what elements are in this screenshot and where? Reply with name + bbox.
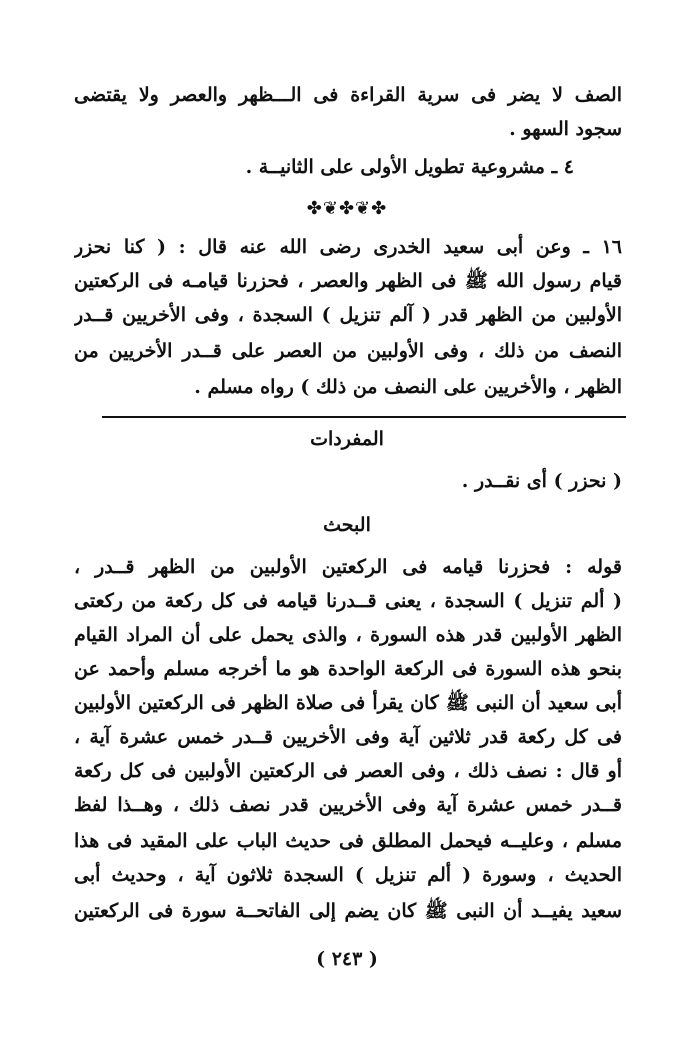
bahth-line-10: الحديث ، وسورة ( ألم تنزيل ) السجدة ثلاثون آية ، وحديث أبى	[74, 864, 622, 886]
hadith-line-1: ١٦ ـ وعن أبى سعيد الخدرى رضى الله عنه قال : ( كنا نحزر	[74, 236, 622, 258]
bahth-line-1: قوله : فحزرنا قيامه فى الركعتين الأولبين من الظهر قــدر ،	[74, 556, 622, 578]
bahth-line-4: بنحو هذه السورة فى الركعة الواحدة هو ما أخرجه مسلم وأحمد عن	[74, 658, 622, 680]
intro-line-1: الصف لا يضر فى سرية القراءة فى الـــظهر والعصر ولا يقتضى	[74, 84, 622, 106]
bahth-line-9: مسلم ، وعليــه فيحمل المطلق فى حديث الباب على المقيد فى هذا	[74, 830, 622, 852]
hadith-line-5: الظهر ، والأخريين على النصف من ذلك ) رواه مسلم .	[194, 376, 622, 398]
bahth-line-8: قــدر خمس عشرة آية وفى الأخريين قدر نصف ذلك ، وهــذا لفظ	[74, 794, 622, 816]
bahth-line-5: أبى سعيد أن النبى ﷺ كان يقرأ فى صلاة الظهر فى الركعتين الأولبين	[74, 692, 622, 714]
mufradat-heading: المفردات	[310, 428, 384, 450]
ornament-divider: ✤❦✤❦✤	[306, 198, 388, 219]
bahth-line-7: أو قال : نصف ذلك ، وفى العصر فى الركعتين الأولبين فى كل ركعة	[74, 760, 622, 782]
mufradat-definition: ( نحزر ) أى نقــدر .	[461, 470, 622, 492]
bahth-line-6: فى كل ركعة قدر ثلاثين آية وفى الأخريين قــدر خمس عشرة آية ،	[74, 726, 622, 748]
bahth-heading: البحث	[323, 514, 371, 536]
hadith-line-3: الأولبين من الظهر قدر ( آلم تنزيل ) السجدة ، وفى الأخريين قــدر	[74, 304, 622, 326]
page-number: ( ٢٤٣ )	[316, 948, 378, 970]
point-4-line: ٤ ـ مشروعية تطويل الأولى على الثانيــة .	[245, 156, 574, 178]
hadith-line-2: قيام رسول الله ﷺ فى الظهر والعصر ، فحزرنا قيامـه فى الركعتين	[74, 270, 622, 292]
bahth-line-11: سعيد يفيــد أن النبى ﷺ كان يضم إلى الفاتحــة سورة فى الركعتين	[74, 900, 622, 922]
section-divider-rule	[102, 416, 626, 418]
bahth-line-2: ( ألم تنزيل ) السجدة ، يعنى قــدرنا قيامه فى كل ركعة من ركعتى	[74, 590, 622, 612]
intro-line-2: سجود السهو .	[509, 118, 622, 140]
bahth-line-3: الظهر الأولبين قدر هذه السورة ، والذى يحمل على أن المراد القيام	[74, 624, 622, 646]
hadith-line-4: النصف من ذلك ، وفى الأولبين من العصر على قــدر الأخريين من	[74, 340, 622, 362]
